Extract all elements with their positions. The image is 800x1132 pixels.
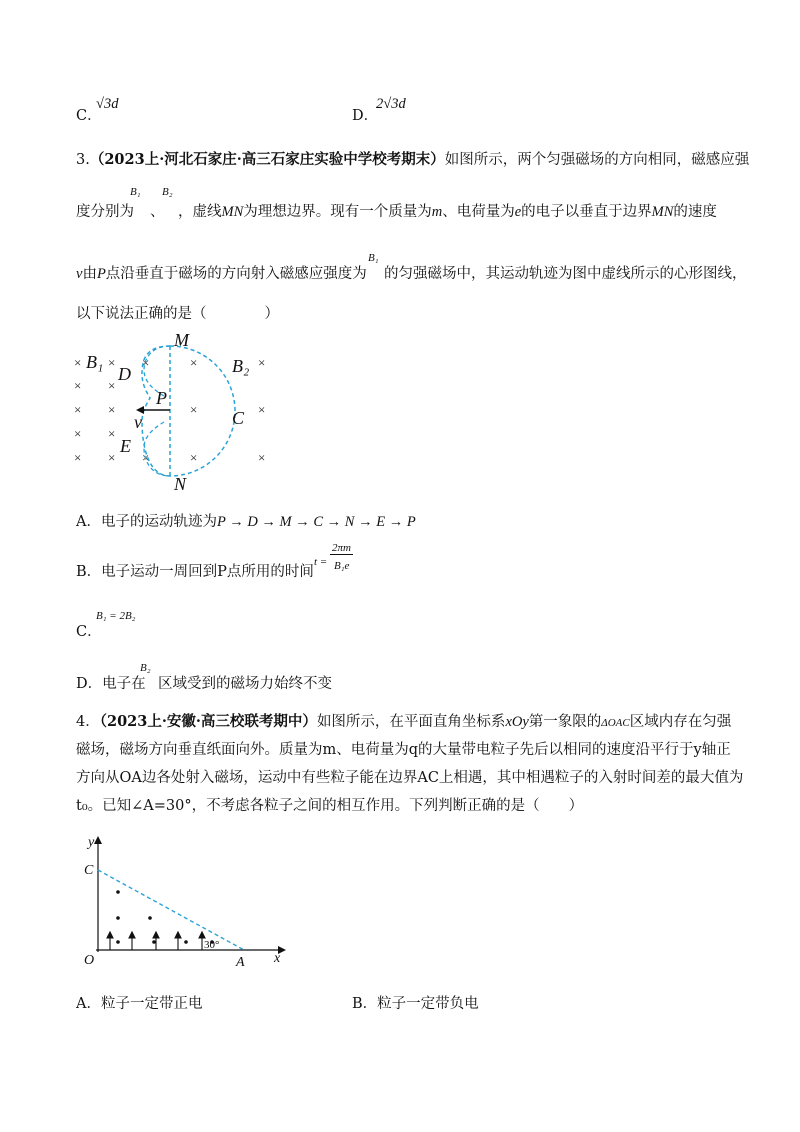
field-dot xyxy=(184,940,188,944)
cross: × xyxy=(258,450,266,465)
y-axis-arrow xyxy=(94,836,102,844)
cross: × xyxy=(108,450,116,465)
particle-arrows xyxy=(107,932,205,950)
label-e: E xyxy=(120,436,131,456)
q3-option-d-b2: B₂ xyxy=(140,662,151,674)
q4-line-3: 方向从OA边各处射入磁场，运动中有些粒子能在边界AC上相遇，其中相遇粒子的入射时间差的最大值为 xyxy=(76,770,744,786)
q3-option-c: C． xyxy=(76,624,102,640)
q3-b1-second: B₁ xyxy=(368,252,379,264)
cross: × xyxy=(74,450,82,465)
q3-source: （2023上·河北石家庄·高三石家庄实验中学校考期末） xyxy=(89,151,445,168)
prev-option-c-value: √3d xyxy=(96,96,119,112)
cross: × xyxy=(108,355,116,370)
q3-option-b-den: B₁e xyxy=(334,560,350,572)
q3-sep: 、 xyxy=(150,204,165,220)
q3-b1: B₁ xyxy=(130,186,141,198)
label-d: D xyxy=(118,364,131,384)
q3-option-d: D．电子在 xyxy=(76,676,146,692)
field-dot xyxy=(148,916,152,920)
cross: × xyxy=(74,355,82,370)
cross: × xyxy=(190,355,198,370)
field-dot xyxy=(152,940,156,944)
prev-option-c: C． xyxy=(76,108,102,124)
cross: × xyxy=(258,355,266,370)
cross: × xyxy=(142,450,150,465)
q4-figure xyxy=(76,832,296,972)
field-dot xyxy=(116,890,120,894)
label-c: C xyxy=(84,863,94,878)
q3-line-2: 度分别为 xyxy=(76,204,134,220)
cross: × xyxy=(142,355,150,370)
field-dot xyxy=(116,940,120,944)
prev-option-d-value: 2√3d xyxy=(376,96,406,112)
q4-option-a: A．粒子一定带正电 xyxy=(76,996,203,1012)
label-c: C xyxy=(232,408,245,428)
q3-number: 3. xyxy=(76,152,90,168)
label-o: O xyxy=(84,953,95,968)
cross: × xyxy=(74,378,82,393)
cross: × xyxy=(190,450,198,465)
label-b2: B₂ xyxy=(232,356,250,376)
q3-option-d-text: 区域受到的磁场力始终不变 xyxy=(158,676,332,692)
q3-option-b-lhs: t = xyxy=(314,556,328,568)
q4-line-1: 4．（2023上·安徽·高三校联考期中）如图所示，在平面直角坐标系xOy第一象限的ΔOAC区域内存在匀强 xyxy=(76,713,732,730)
q3-option-b-num: 2πm xyxy=(332,542,351,554)
cross: × xyxy=(108,402,116,417)
q3-line-1: 3.（2023上·河北石家庄·高三石家庄实验中学校考期末）如图所示，两个匀强磁场的方向相同，磁感应强 xyxy=(76,151,750,168)
label-a: A xyxy=(236,955,245,970)
cross: × xyxy=(108,426,116,441)
q4-option-b: B．粒子一定带负电 xyxy=(352,996,479,1012)
cross: × xyxy=(108,378,116,393)
prev-option-d: D． xyxy=(352,108,379,124)
q3-line-2b: ，虚线MN为理想边界。现有一个质量为m、电荷量为e的电子以垂直于边界MN的速度 xyxy=(178,204,717,220)
q4-source: （2023上·安徽·高三校联考期中） xyxy=(99,713,317,730)
trajectory-right xyxy=(170,346,235,476)
q4-line-4: t₀。已知∠A=30°，不考虑各粒子之间的相互作用。下列判断正确的是（ ） xyxy=(76,798,584,814)
label-v: v xyxy=(134,412,142,432)
q3-b2: B₂ xyxy=(162,186,173,198)
q4-number: 4． xyxy=(76,714,100,730)
boundary-ac xyxy=(98,870,244,950)
q3-line-3: v由P点沿垂直于磁场的方向射入磁感应强度为 xyxy=(76,266,367,282)
q3-option-b: B．电子运动一周回到P点所用的时间 xyxy=(76,564,314,580)
q4-line-2: 磁场，磁场方向垂直纸面向外。质量为m、电荷量为q的大量带电粒子先后以相同的速度沿平行于y轴正 xyxy=(76,742,731,758)
cross: × xyxy=(258,402,266,417)
q3-line-3b: 的匀强磁场中，其运动轨迹为图中虚线所示的心形图线， xyxy=(384,266,747,282)
q3-line-4: 以下说法正确的是（ ） xyxy=(76,306,279,322)
field-dot xyxy=(116,916,120,920)
label-angle: 30° xyxy=(204,939,220,951)
q3-option-c-formula: B₁ = 2B₂ xyxy=(96,610,136,622)
label-n: N xyxy=(174,474,187,494)
cross: × xyxy=(74,426,82,441)
q3-figure xyxy=(66,332,286,494)
q3-option-a: A．电子的运动轨迹为P → D → M → C → N → E → P xyxy=(76,514,416,530)
label-p: P xyxy=(156,388,167,408)
label-x: x xyxy=(274,951,281,966)
cross: × xyxy=(190,402,198,417)
label-b1: B₁ xyxy=(86,352,104,372)
label-m: M xyxy=(174,332,189,350)
label-y: y xyxy=(88,835,95,850)
cross: × xyxy=(74,402,82,417)
